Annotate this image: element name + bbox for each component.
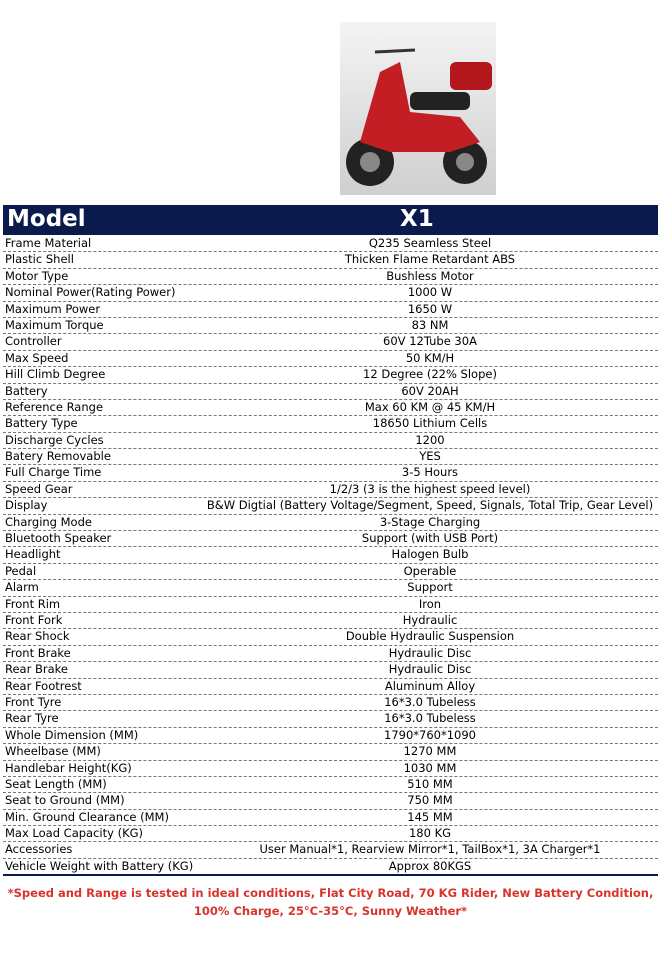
spec-label: Min. Ground Clearance (MM) [5,809,169,824]
spec-value: 18650 Lithium Cells [372,416,488,431]
spec-value: 1030 MM [403,760,457,775]
spec-value: Bushless Motor [386,268,474,283]
spec-label: Pedal [5,563,37,578]
spec-value: 3-5 Hours [401,465,459,480]
spec-row [3,318,658,334]
spec-row [3,597,658,613]
spec-label: Rear Brake [5,662,68,677]
spec-row [3,302,658,318]
spec-row [3,564,658,580]
spec-row [3,498,658,514]
spec-label: Max Speed [5,350,69,365]
spec-row [3,465,658,481]
spec-label: Rear Shock [5,629,70,644]
spec-label: Max Load Capacity (KG) [5,826,144,841]
spec-row [3,269,658,285]
spec-label: Display [5,498,48,513]
spec-value: 50 KM/H [405,350,455,365]
spec-row [3,761,658,777]
spec-value: 83 NM [411,317,449,332]
spec-value: 510 MM [407,776,453,791]
spec-row [3,531,658,547]
spec-row [3,826,658,842]
spec-label: Front Fork [5,612,63,627]
spec-value: User Manual*1, Rearview Mirror*1, TailBox*1, 3A Charger*1 [259,842,601,857]
spec-value: Hydraulic [402,612,458,627]
spec-row [3,859,658,876]
spec-value: 1/2/3 (3 is the highest speed level) [329,481,531,496]
spec-row [3,433,658,449]
spec-row [3,285,658,301]
spec-label: Motor Type [5,268,69,283]
spec-row [3,629,658,645]
spec-row [3,515,658,531]
spec-label: Handlebar Height(KG) [5,760,132,775]
spec-row [3,334,658,350]
spec-row [3,810,658,826]
spec-row [3,613,658,629]
spec-label: Vehicle Weight with Battery (KG) [5,858,194,873]
spec-value: Support [407,580,453,595]
spec-row [3,842,658,858]
spec-value: 1000 W [407,285,453,300]
spec-label: Front Rim [5,596,61,611]
spec-label: Bluetooth Speaker [5,531,112,546]
spec-value: Operable [403,563,457,578]
spec-row [3,351,658,367]
spec-value: 180 KG [408,826,452,841]
spec-row [3,646,658,662]
spec-value: Support (with USB Port) [361,531,499,546]
spec-row [3,482,658,498]
model-label: Model [7,206,86,232]
spec-value: 1200 [415,432,445,447]
spec-row [3,252,658,268]
spec-label: Frame Material [5,236,92,250]
spec-value: YES [419,449,441,464]
spec-value: 60V 20AH [401,383,459,398]
spec-label: Seat to Ground (MM) [5,793,125,808]
spec-label: Front Tyre [5,694,62,709]
spec-row [3,679,658,695]
spec-value: Halogen Bulb [391,547,469,562]
spec-row [3,384,658,400]
spec-label: Maximum Power [5,301,101,316]
spec-label: Discharge Cycles [5,432,104,447]
spec-value: 16*3.0 Tubeless [384,711,476,726]
model-name: X1 [400,206,434,232]
spec-label: Full Charge Time [5,465,102,480]
spec-value: 750 MM [407,793,453,808]
spec-label: Alarm [5,580,39,595]
spec-label: Reference Range [5,399,104,414]
spec-value: Aluminum Alloy [384,678,476,693]
spec-value: Max 60 KM @ 45 KM/H [364,399,496,414]
spec-label: Speed Gear [5,481,73,496]
spec-value: Thicken Flame Retardant ABS [344,252,516,267]
spec-label: Maximum Torque [5,317,104,332]
spec-value: 145 MM [407,809,453,824]
spec-label: Controller [5,334,62,349]
table-header [3,205,658,235]
spec-row [3,711,658,727]
spec-value: Double Hydraulic Suspension [345,629,515,644]
disclaimer-note: *Speed and Range is tested in ideal conditions, Flat City Road, 70 KG Rider, New Battery Condition, 100% Charge, 25°C-35°C, Sunny Weather* [7,886,654,918]
spec-value: Hydraulic Disc [388,662,472,677]
spec-value: 3-Stage Charging [379,514,481,529]
spec-row [3,236,658,252]
spec-label: Rear Tyre [5,711,59,726]
spec-label: Charging Mode [5,514,92,529]
scooter-photo [340,22,496,195]
spec-label: Plastic Shell [5,252,74,267]
spec-row [3,449,658,465]
spec-label: Battery Type [5,416,78,431]
spec-row [3,416,658,432]
spec-label: Headlight [5,547,61,562]
spec-label: Front Brake [5,645,71,660]
spec-value: 16*3.0 Tubeless [384,694,476,709]
spec-value: Hydraulic Disc [388,645,472,660]
spec-row [3,777,658,793]
spec-row [3,728,658,744]
spec-value: 60V 12Tube 30A [383,334,477,349]
spec-value: 1270 MM [403,744,457,759]
spec-label: Wheelbase (MM) [5,744,101,759]
spec-row [3,400,658,416]
spec-row [3,662,658,678]
spec-value: 1790*760*1090 [384,727,476,742]
spec-value: 1650 W [407,301,453,316]
spec-label: Rear Footrest [5,678,82,693]
spec-label: Nominal Power(Rating Power) [5,285,176,300]
spec-row [3,793,658,809]
spec-label: Whole Dimension (MM) [5,727,139,742]
spec-label: Hill Climb Degree [5,367,106,382]
spec-row [3,367,658,383]
spec-value: B&W Digtial (Battery Voltage/Segment, Speed, Signals, Total Trip, Gear Level) [206,498,654,513]
spec-label: Battery [5,383,48,398]
spec-table [3,236,658,876]
spec-value: Q235 Seamless Steel [368,236,492,250]
spec-label: Seat Length (MM) [5,776,107,791]
spec-value: Iron [418,596,442,611]
spec-row [3,695,658,711]
spec-value: Approx 80KGS [388,858,472,873]
spec-label: Accessories [5,842,73,857]
spec-row [3,547,658,563]
spec-row [3,580,658,596]
spec-label: Batery Removable [5,449,111,464]
spec-row [3,744,658,760]
spec-value: 12 Degree (22% Slope) [363,367,497,382]
